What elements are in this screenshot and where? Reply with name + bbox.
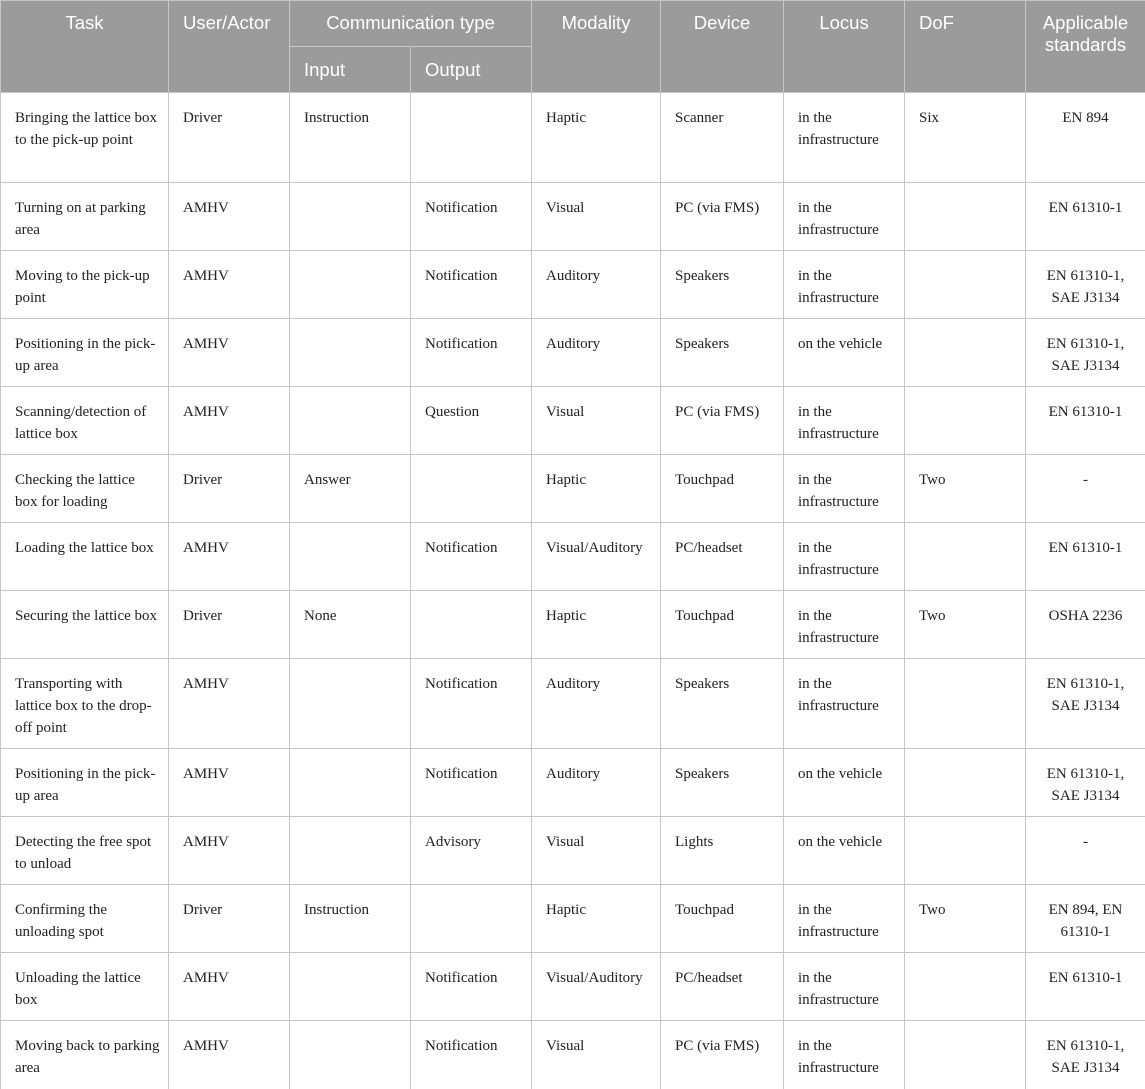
cell-locus: in the infrastructure [784, 251, 905, 319]
table-row [1, 319, 1145, 387]
table-row [1, 455, 1145, 523]
cell-dof [905, 319, 1026, 387]
cell-task: Confirming the unloading spot [1, 885, 169, 953]
cell-output [411, 591, 532, 659]
cell-dof [905, 1021, 1026, 1089]
cell-standards: EN 61310-1, SAE J3134 [1026, 319, 1145, 387]
cell-user: Driver [169, 93, 290, 183]
cell-task: Bringing the lattice box to the pick-up point [1, 93, 169, 183]
cell-standards: EN 61310-1, SAE J3134 [1026, 749, 1145, 817]
table-row [1, 817, 1145, 885]
cell-modality: Visual [532, 183, 661, 251]
cell-input: Answer [290, 455, 411, 523]
header-dof: DoF [905, 1, 1026, 93]
cell-device: Speakers [661, 319, 784, 387]
table-row [1, 885, 1145, 953]
cell-device: Touchpad [661, 591, 784, 659]
cell-user: Driver [169, 591, 290, 659]
cell-output: Notification [411, 1021, 532, 1089]
cell-device: PC (via FMS) [661, 387, 784, 455]
cell-modality: Visual [532, 1021, 661, 1089]
cell-user: AMHV [169, 1021, 290, 1089]
table-row [1, 251, 1145, 319]
header-user-actor: User/Actor [169, 1, 290, 93]
header-modality: Modality [532, 1, 661, 93]
cell-output: Notification [411, 523, 532, 591]
cell-dof [905, 817, 1026, 885]
cell-standards: EN 61310-1, SAE J3134 [1026, 1021, 1145, 1089]
cell-task: Moving back to parking area [1, 1021, 169, 1089]
cell-task: Transporting with lattice box to the drop-off point [1, 659, 169, 749]
cell-locus: in the infrastructure [784, 387, 905, 455]
cell-dof [905, 523, 1026, 591]
cell-output: Notification [411, 659, 532, 749]
cell-locus: in the infrastructure [784, 591, 905, 659]
cell-standards: EN 61310-1 [1026, 523, 1145, 591]
cell-device: PC/headset [661, 523, 784, 591]
cell-user: Driver [169, 885, 290, 953]
cell-standards: EN 61310-1 [1026, 387, 1145, 455]
cell-modality: Haptic [532, 455, 661, 523]
cell-dof [905, 659, 1026, 749]
cell-task: Moving to the pick-up point [1, 251, 169, 319]
cell-modality: Auditory [532, 251, 661, 319]
cell-task: Scanning/detection of lattice box [1, 387, 169, 455]
cell-dof: Two [905, 591, 1026, 659]
header-output: Output [411, 47, 532, 93]
cell-input [290, 659, 411, 749]
cell-output [411, 93, 532, 183]
cell-input [290, 319, 411, 387]
cell-output: Notification [411, 183, 532, 251]
cell-user: AMHV [169, 387, 290, 455]
table-header [1, 1, 1145, 93]
cell-device: Scanner [661, 93, 784, 183]
cell-task: Positioning in the pick-up area [1, 319, 169, 387]
cell-modality: Visual/Auditory [532, 523, 661, 591]
cell-modality: Auditory [532, 749, 661, 817]
table-row [1, 953, 1145, 1021]
cell-modality: Haptic [532, 591, 661, 659]
cell-output: Notification [411, 251, 532, 319]
cell-standards: - [1026, 455, 1145, 523]
cell-modality: Auditory [532, 659, 661, 749]
cell-locus: in the infrastructure [784, 93, 905, 183]
cell-output: Advisory [411, 817, 532, 885]
cell-input [290, 1021, 411, 1089]
cell-standards: EN 61310-1, SAE J3134 [1026, 659, 1145, 749]
table-row [1, 1021, 1145, 1089]
cell-dof [905, 251, 1026, 319]
cell-device: Lights [661, 817, 784, 885]
cell-input [290, 817, 411, 885]
cell-output [411, 885, 532, 953]
cell-input: None [290, 591, 411, 659]
cell-input: Instruction [290, 885, 411, 953]
header-communication-type: Communication type [290, 1, 532, 47]
cell-standards: OSHA 2236 [1026, 591, 1145, 659]
table-row [1, 523, 1145, 591]
cell-locus: in the infrastructure [784, 455, 905, 523]
table-row [1, 659, 1145, 749]
cell-standards: EN 894 [1026, 93, 1145, 183]
cell-standards: - [1026, 817, 1145, 885]
cell-device: Speakers [661, 749, 784, 817]
cell-device: Touchpad [661, 885, 784, 953]
cell-task: Detecting the free spot to unload [1, 817, 169, 885]
cell-output: Notification [411, 749, 532, 817]
cell-modality: Visual/Auditory [532, 953, 661, 1021]
cell-device: Speakers [661, 251, 784, 319]
cell-standards: EN 61310-1, SAE J3134 [1026, 251, 1145, 319]
header-row-1 [1, 1, 1145, 47]
cell-device: Speakers [661, 659, 784, 749]
cell-task: Loading the lattice box [1, 523, 169, 591]
cell-user: AMHV [169, 817, 290, 885]
cell-output: Notification [411, 953, 532, 1021]
header-locus: Locus [784, 1, 905, 93]
cell-standards: EN 894, EN 61310-1 [1026, 885, 1145, 953]
cell-task: Unloading the lattice box [1, 953, 169, 1021]
table-body [1, 93, 1145, 1089]
cell-user: AMHV [169, 749, 290, 817]
cell-standards: EN 61310-1 [1026, 953, 1145, 1021]
cell-input [290, 953, 411, 1021]
cell-input: Instruction [290, 93, 411, 183]
table-row [1, 749, 1145, 817]
cell-modality: Haptic [532, 93, 661, 183]
cell-user: AMHV [169, 523, 290, 591]
table-row [1, 183, 1145, 251]
table-row [1, 387, 1145, 455]
cell-locus: in the infrastructure [784, 953, 905, 1021]
cell-task: Positioning in the pick-up area [1, 749, 169, 817]
cell-modality: Visual [532, 387, 661, 455]
cell-standards: EN 61310-1 [1026, 183, 1145, 251]
cell-device: PC (via FMS) [661, 1021, 784, 1089]
cell-output [411, 455, 532, 523]
cell-dof: Two [905, 885, 1026, 953]
cell-input [290, 183, 411, 251]
cell-locus: on the vehicle [784, 817, 905, 885]
cell-user: Driver [169, 455, 290, 523]
cell-device: PC/headset [661, 953, 784, 1021]
cell-dof: Six [905, 93, 1026, 183]
cell-dof [905, 387, 1026, 455]
cell-user: AMHV [169, 659, 290, 749]
cell-device: PC (via FMS) [661, 183, 784, 251]
cell-input [290, 251, 411, 319]
header-task: Task [1, 1, 169, 93]
cell-user: AMHV [169, 183, 290, 251]
cell-locus: in the infrastructure [784, 885, 905, 953]
cell-user: AMHV [169, 251, 290, 319]
header-applicable-standards: Applicable standards [1026, 1, 1145, 93]
cell-locus: in the infrastructure [784, 183, 905, 251]
cell-input [290, 387, 411, 455]
cell-dof [905, 953, 1026, 1021]
table-row [1, 591, 1145, 659]
cell-output: Notification [411, 319, 532, 387]
cell-locus: on the vehicle [784, 749, 905, 817]
cell-output: Question [411, 387, 532, 455]
cell-modality: Visual [532, 817, 661, 885]
cell-dof [905, 183, 1026, 251]
cell-input [290, 749, 411, 817]
cell-locus: in the infrastructure [784, 659, 905, 749]
cell-locus: in the infrastructure [784, 1021, 905, 1089]
cell-locus: in the infrastructure [784, 523, 905, 591]
cell-user: AMHV [169, 953, 290, 1021]
cell-modality: Haptic [532, 885, 661, 953]
cell-dof: Two [905, 455, 1026, 523]
cell-device: Touchpad [661, 455, 784, 523]
cell-task: Securing the lattice box [1, 591, 169, 659]
header-device: Device [661, 1, 784, 93]
cell-input [290, 523, 411, 591]
table-row [1, 93, 1145, 183]
cell-modality: Auditory [532, 319, 661, 387]
cell-user: AMHV [169, 319, 290, 387]
cell-locus: on the vehicle [784, 319, 905, 387]
cell-task: Checking the lattice box for loading [1, 455, 169, 523]
header-input: Input [290, 47, 411, 93]
cell-task: Turning on at parking area [1, 183, 169, 251]
cell-dof [905, 749, 1026, 817]
